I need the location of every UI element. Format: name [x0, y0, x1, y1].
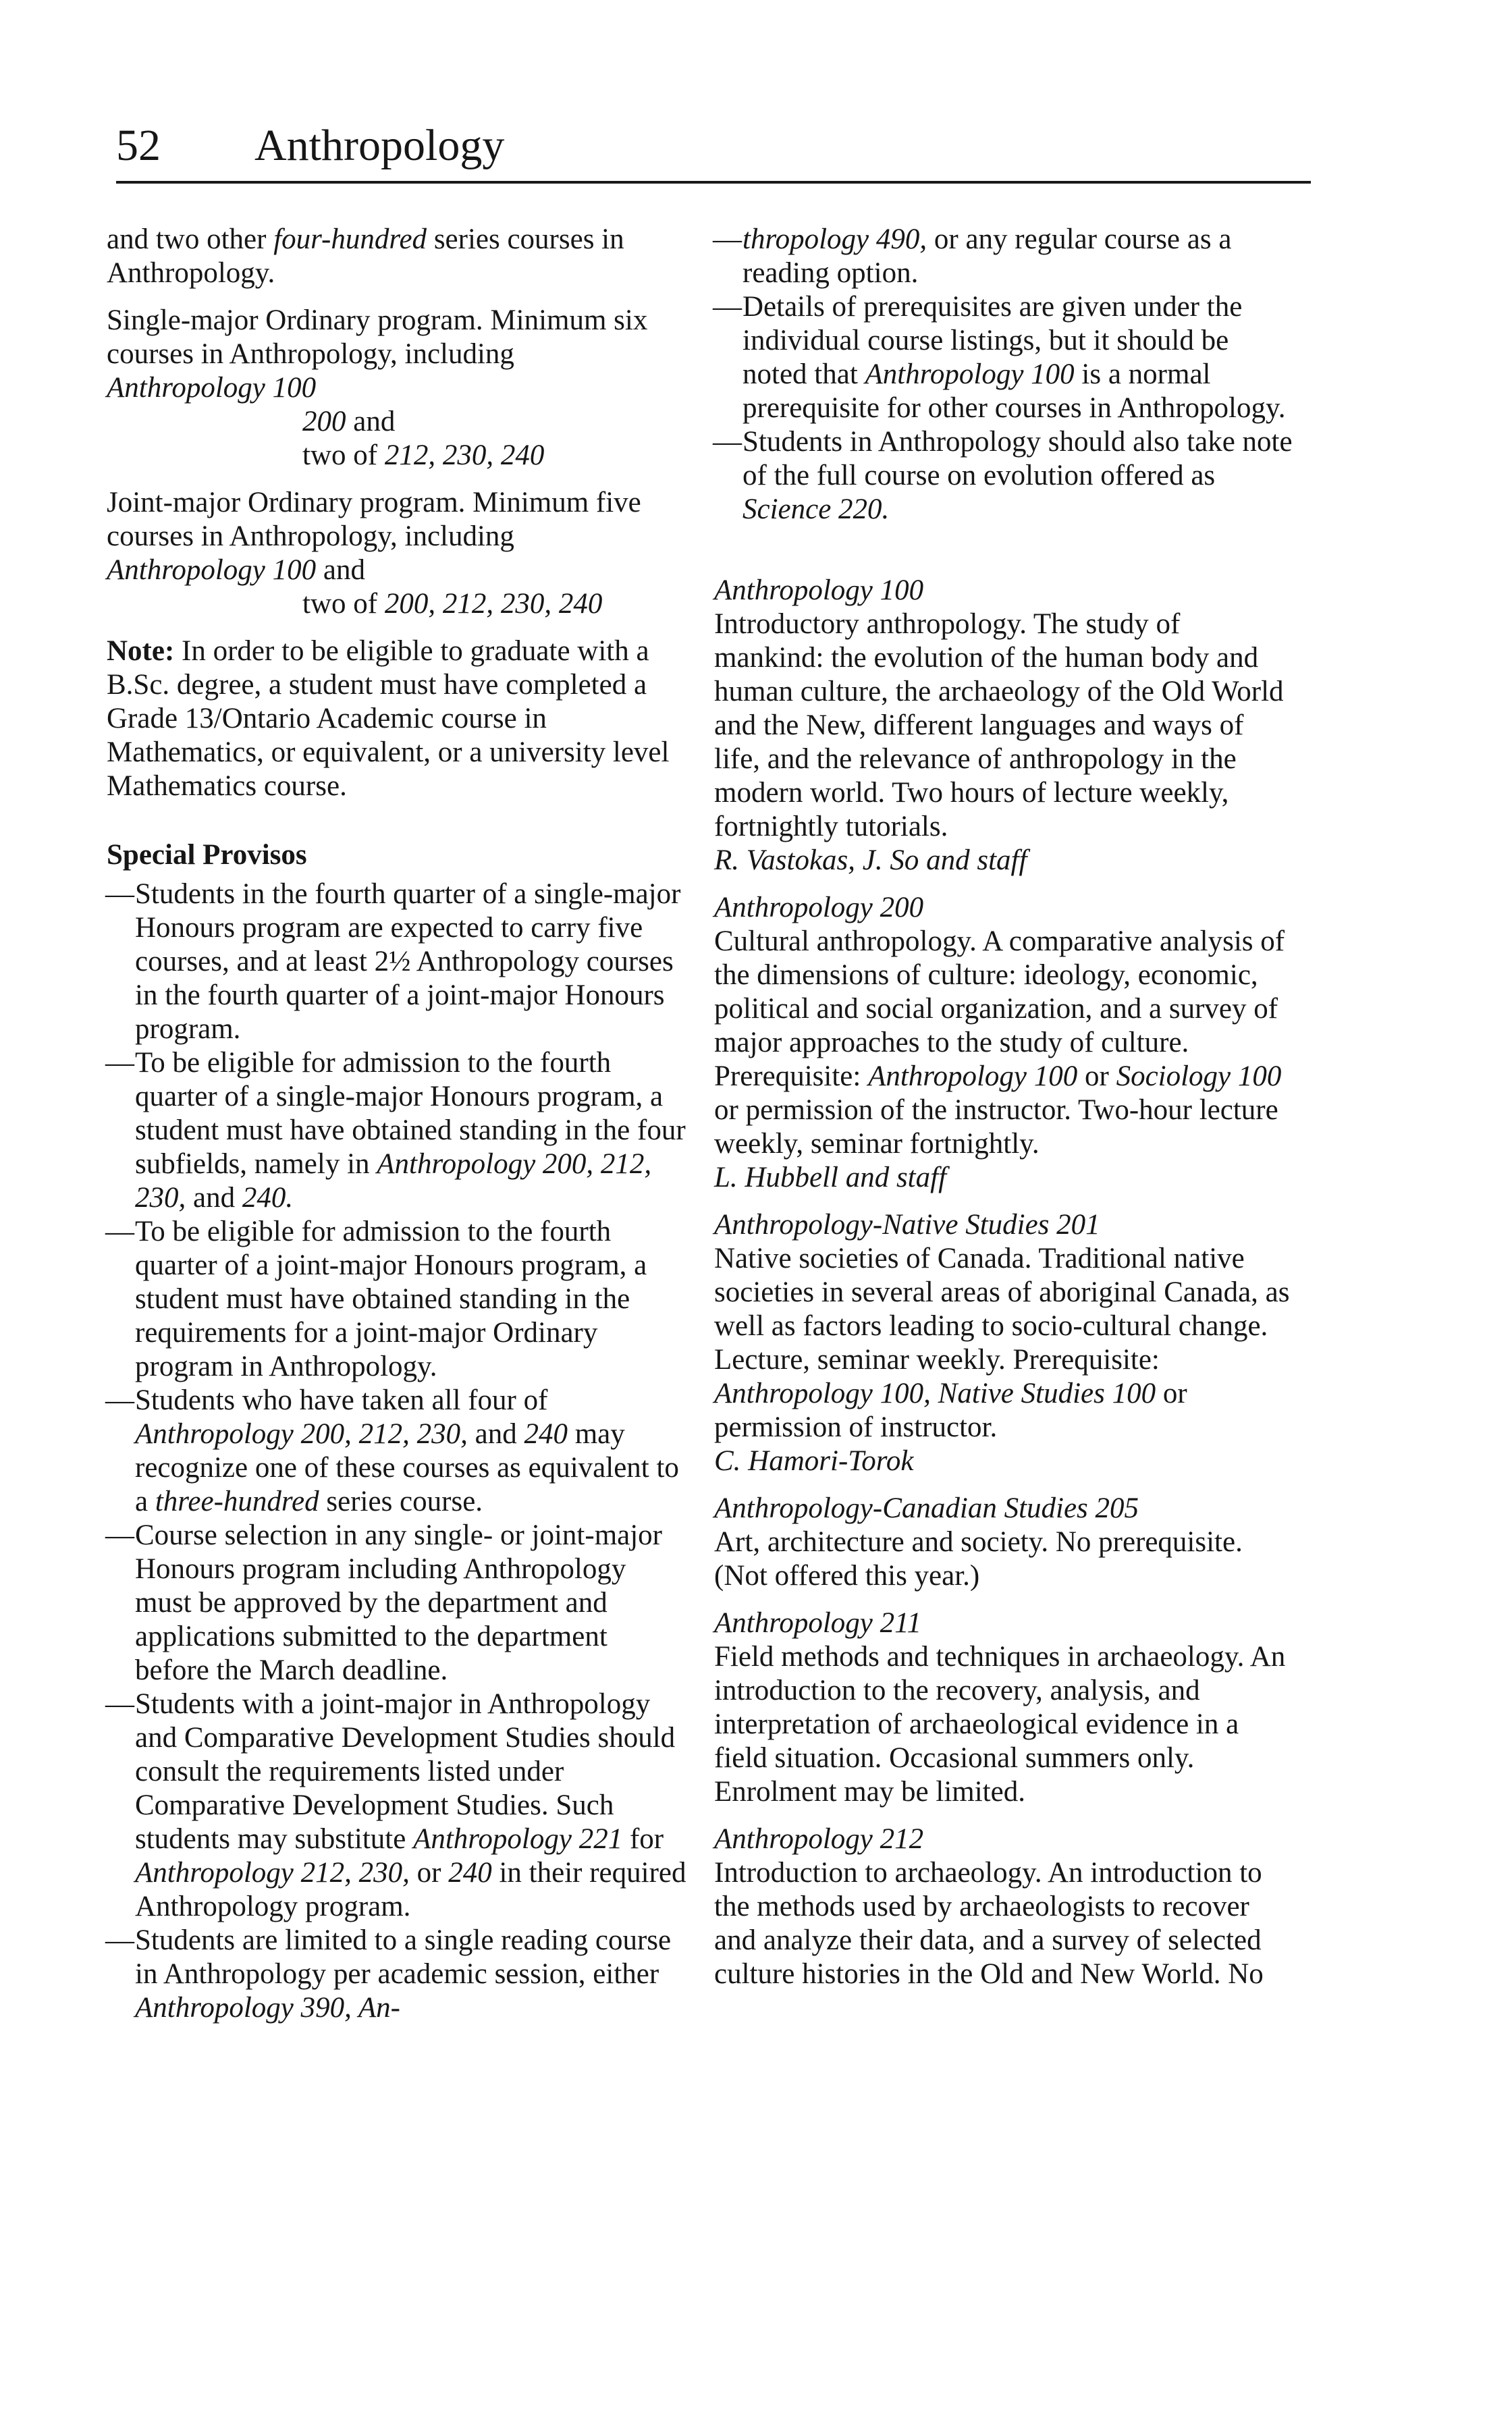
text: two of	[302, 439, 385, 471]
course-entry	[714, 1208, 1295, 1478]
course-ref: 240	[524, 1418, 568, 1450]
text: and two other	[107, 223, 274, 255]
course-title: Anthropology 200	[714, 892, 924, 923]
page-title: Anthropology	[254, 121, 505, 170]
list-item	[107, 1924, 687, 2025]
text: In order to be eligible to graduate with a B.Sc. degree, a student must have completed a Grade 13/Ontario Academic course in Mathematics, or equivalent, or a university level Mathematics course.	[107, 635, 670, 802]
course-ref: 240	[448, 1857, 492, 1889]
text: To be eligible for admission to the fourth quarter of a single-major Honours program, a student must have obtained standing in the four subfields, namely in	[135, 1047, 686, 1180]
course-title: Anthropology 100	[714, 574, 924, 606]
course-line	[107, 406, 395, 437]
course-ref: Anthropology 100	[107, 554, 317, 586]
text-italic: four-hundred	[273, 223, 427, 255]
text: or permission of the instructor. Two-hour lecture weekly, seminar fortnightly.	[714, 1094, 1278, 1160]
text: or permission of instructor.	[714, 1378, 1187, 1443]
course-ref: Anthropology 100, Native Studies 100	[714, 1378, 1156, 1409]
joint-major-ordinary-paragraph	[107, 486, 687, 621]
text: or	[409, 1857, 449, 1889]
course-ref: Anthropology 100	[868, 1060, 1078, 1092]
list-item	[107, 1384, 687, 1519]
course-ref: 200	[302, 406, 346, 437]
text: or	[1077, 1060, 1116, 1092]
course-title: Anthropology 211	[714, 1607, 921, 1639]
text: Course selection in any single- or joint-major Honours program including Anthropology must be approved by the department and applications submitted to the department before the March deadline.	[135, 1519, 662, 1686]
course-ref: Anthropology 200, 212, 230,	[135, 1418, 468, 1450]
right-column	[714, 223, 1295, 2005]
note-label: Note:	[107, 635, 175, 667]
text: may recognize one of these courses as equivalent to a	[135, 1418, 679, 1517]
course-description: Field methods and techniques in archaeology. An introduction to the recovery, analysis, and interpretation of archaeological evidence in a field situation. Occasional summers only. Enrolment may be limited.	[714, 1641, 1286, 1808]
text: Cultural anthropology. A comparative analysis of the dimensions of culture: ideology, economic, political and social organization, and a survey of major approaches to the study of culture. Prerequisite:	[714, 925, 1285, 1092]
page-header	[116, 113, 1311, 189]
text: Students who have taken all four of	[135, 1384, 548, 1416]
course-entry	[714, 1492, 1295, 1593]
text: and	[346, 406, 396, 437]
left-column	[107, 223, 687, 2025]
text: Students in Anthropology should also take note of the full course on evolution offered as	[742, 426, 1293, 491]
text: two of	[302, 588, 385, 620]
text: Details of prerequisites are given under the individual course listings, but it should be noted that	[742, 291, 1243, 390]
text: Students in the fourth quarter of a single-major Honours program are expected to carry five courses, and at least 2½ Anthropology courses in the fourth quarter of a joint-major Honours program.	[135, 878, 681, 1045]
course-description: Introduction to archaeology. An introduction to the methods used by archaeologists to recover and analyze their data, and a survey of selected culture histories in the Old and New World. No	[714, 1857, 1264, 1990]
section-heading: Special Provisos	[107, 839, 307, 871]
text: series courses in Anthropology.	[107, 223, 624, 289]
course-description	[714, 925, 1295, 1161]
text: and	[316, 554, 365, 586]
page-number: 52	[116, 121, 161, 170]
header-rule	[116, 181, 1311, 184]
text: and	[186, 1182, 242, 1214]
course-description: Art, architecture and society. No prerequisite. (Not offered this year.)	[714, 1526, 1243, 1592]
course-instructor: L. Hubbell and staff	[714, 1162, 947, 1193]
list-item	[107, 1215, 687, 1384]
text-italic: three-hundred	[155, 1486, 319, 1517]
course-description: Introductory anthropology. The study of mankind: the evolution of the human body and human culture, the archaeology of the Old World and the New, different languages and ways of life, and the relevance of anthropology in the modern world. Two hours of lecture weekly, fortnightly tutorials.	[714, 608, 1284, 842]
list-item	[107, 878, 687, 1046]
text: for	[622, 1823, 664, 1855]
course-title: Anthropology-Native Studies 201	[714, 1209, 1100, 1241]
list-item	[714, 425, 1295, 526]
course-ref: Anthropology 100	[107, 372, 317, 404]
course-line	[107, 588, 602, 620]
provisos-list	[714, 290, 1295, 526]
course-ref: thropology 490,	[742, 223, 927, 255]
list-item	[107, 1519, 687, 1688]
text: is a normal prerequisite for other courses in Anthropology.	[742, 358, 1286, 424]
course-entry	[714, 1606, 1295, 1809]
course-ref: Anthropology 100	[865, 358, 1075, 390]
course-ref: Anthropology 221	[413, 1823, 623, 1855]
provisos-list-continued	[714, 223, 1295, 290]
course-entry	[714, 1823, 1295, 1991]
text: Students are limited to a single reading course in Anthropology per academic session, either	[135, 1924, 672, 1990]
course-title: Anthropology-Canadian Studies 205	[714, 1492, 1139, 1524]
course-line	[107, 439, 544, 471]
course-ref: 200, 212, 230, 240	[384, 588, 603, 620]
text: Single-major Ordinary program. Minimum six courses in Anthropology, including	[107, 304, 648, 370]
course-description	[714, 1242, 1295, 1444]
course-ref: 212, 230, 240	[384, 439, 545, 471]
course-ref: Anthropology 390, An-	[135, 1992, 400, 2024]
course-instructor: C. Hamori-Torok	[714, 1445, 914, 1477]
course-title: Anthropology 212	[714, 1823, 924, 1855]
course-ref: Anthropology 200, 212, 230,	[135, 1148, 652, 1214]
text: To be eligible for admission to the fourth quarter of a joint-major Honours program, a student must have obtained standing in the requirements for a joint-major Ordinary program in Anthropology.	[135, 1216, 647, 1382]
course-ref: Sociology 100	[1116, 1060, 1282, 1092]
course-entry	[714, 574, 1295, 878]
intro-paragraph	[107, 223, 687, 290]
text: in their required Anthropology program.	[135, 1857, 686, 1922]
text: series course.	[319, 1486, 483, 1517]
course-entry	[714, 891, 1295, 1195]
provisos-list	[107, 878, 687, 2025]
list-item	[107, 1046, 687, 1215]
list-item	[107, 1688, 687, 1924]
text: Joint-major Ordinary program. Minimum five courses in Anthropology, including	[107, 487, 641, 552]
single-major-ordinary-paragraph	[107, 304, 687, 473]
course-instructor: R. Vastokas, J. So and staff	[714, 844, 1027, 876]
note-paragraph	[107, 634, 687, 803]
text: or any regular course as a reading option.	[742, 223, 1232, 289]
course-ref: Anthropology 212, 230,	[135, 1857, 410, 1889]
text: Students with a joint-major in Anthropology and Comparative Development Studies should consult the requirements listed under Comparative Development Studies. Such students may substitute	[135, 1688, 676, 1855]
text: and	[467, 1418, 524, 1450]
course-ref: 240.	[242, 1182, 294, 1214]
course-ref: Science 220.	[742, 493, 890, 525]
text: Native societies of Canada. Traditional native societies in several areas of aboriginal Canada, as well as factors leading to socio-cultural change. Lecture, seminar weekly. Prerequisite:	[714, 1243, 1290, 1376]
list-item-continued	[714, 223, 1295, 290]
list-item	[714, 290, 1295, 425]
